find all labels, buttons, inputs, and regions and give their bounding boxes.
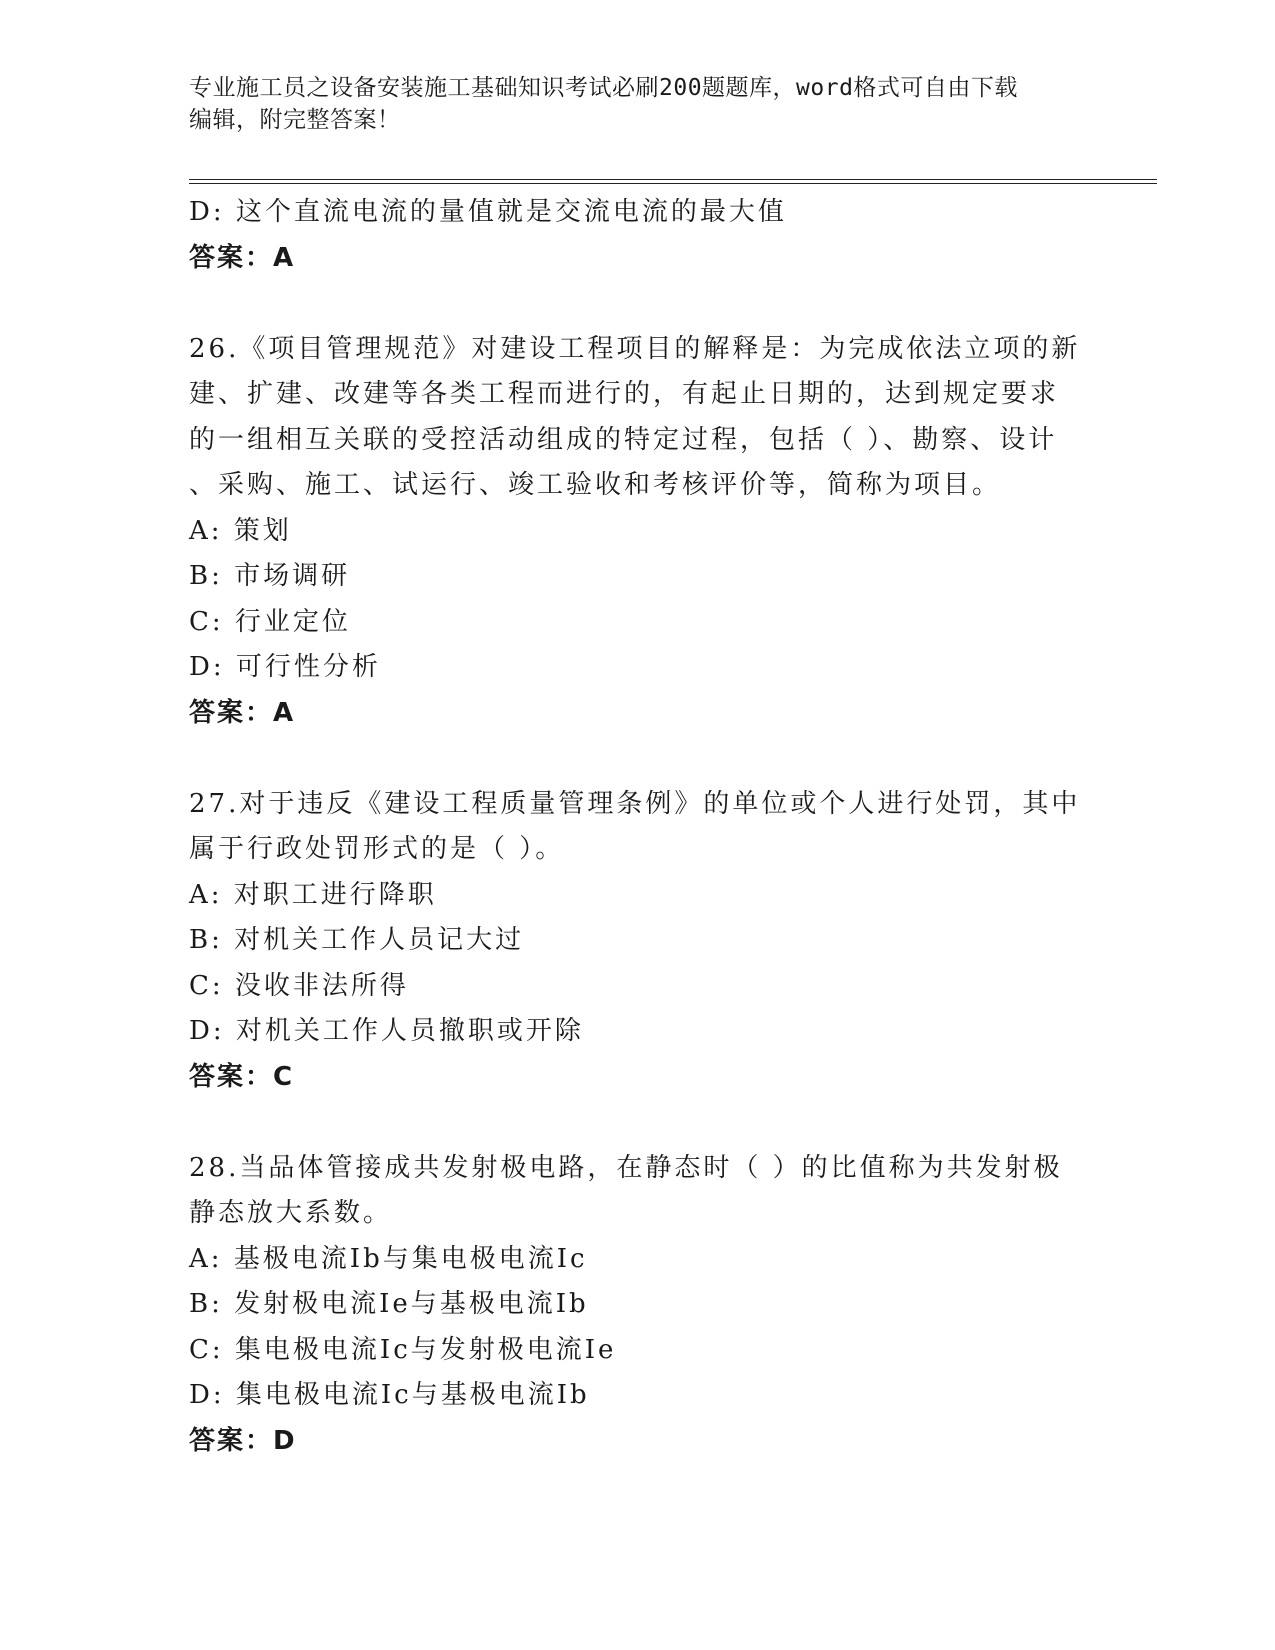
header-divider-bottom	[189, 183, 1157, 184]
spacer	[189, 736, 1089, 782]
option-b: B: 对机关工作人员记大过	[189, 925, 525, 955]
option-b: B: 发射极电流Ie与基极电流Ib	[189, 1289, 589, 1319]
question-stem-line: 静态放大系数。	[189, 1198, 393, 1228]
question-26	[189, 327, 1089, 737]
question-content	[189, 190, 1089, 1464]
answer-line: 答案：D	[189, 1425, 297, 1456]
question-28	[189, 1146, 1089, 1465]
header-title-line-2: 编辑，附完整答案！	[189, 107, 401, 133]
document-header	[189, 72, 1079, 136]
header-divider-top	[189, 179, 1157, 180]
question-stem-line: 建、扩建、改建等各类工程而进行的，有起止日期的，达到规定要求	[189, 379, 1060, 409]
previous-question-tail	[189, 190, 1089, 281]
option-a: A: 对职工进行降职	[189, 879, 437, 910]
option-d: D: 对机关工作人员撤职或开除	[189, 1016, 584, 1046]
option-d: D: 集电极电流Ic与基极电流Ib	[189, 1380, 590, 1410]
question-27	[189, 782, 1089, 1101]
option-c: C: 集电极电流Ic与发射极电流Ie	[189, 1334, 617, 1365]
option-a: A: 策划	[189, 515, 292, 546]
question-stem-line: 26.《项目管理规范》对建设工程项目的解释是：为完成依法立项的新	[189, 333, 1081, 364]
question-stem-line: 28.当品体管接成共发射极电路，在静态时（ ）的比值称为共发射极	[189, 1152, 1063, 1183]
option-c: C: 行业定位	[189, 606, 351, 637]
option-a: A: 基极电流Ib与集电极电流Ic	[189, 1243, 588, 1274]
question-stem-line: 属于行政处罚形式的是（ ）。	[189, 834, 565, 864]
option-c: C: 没收非法所得	[189, 970, 409, 1001]
question-stem-line: 的一组相互关联的受控活动组成的特定过程，包括（ ）、勘察、设计	[189, 424, 1058, 455]
question-stem-line: 、采购、施工、试运行、竣工验收和考核评价等，简称为项目。	[189, 470, 1002, 500]
answer-line: 答案：A	[189, 697, 296, 728]
option-d: D: 这个直流电流的量值就是交流电流的最大值	[189, 197, 787, 227]
spacer	[189, 1100, 1089, 1146]
option-b: B: 市场调研	[189, 561, 351, 591]
option-d: D: 可行性分析	[189, 652, 381, 682]
answer-line: 答案：A	[189, 242, 296, 273]
header-title-line-1: 专业施工员之设备安装施工基础知识考试必刷200题题库，word格式可自由下载	[189, 75, 1018, 101]
answer-line: 答案：C	[189, 1061, 295, 1092]
question-stem-line: 27.对于违反《建设工程质量管理条例》的单位或个人进行处罚，其中	[189, 788, 1081, 819]
spacer	[189, 281, 1089, 327]
